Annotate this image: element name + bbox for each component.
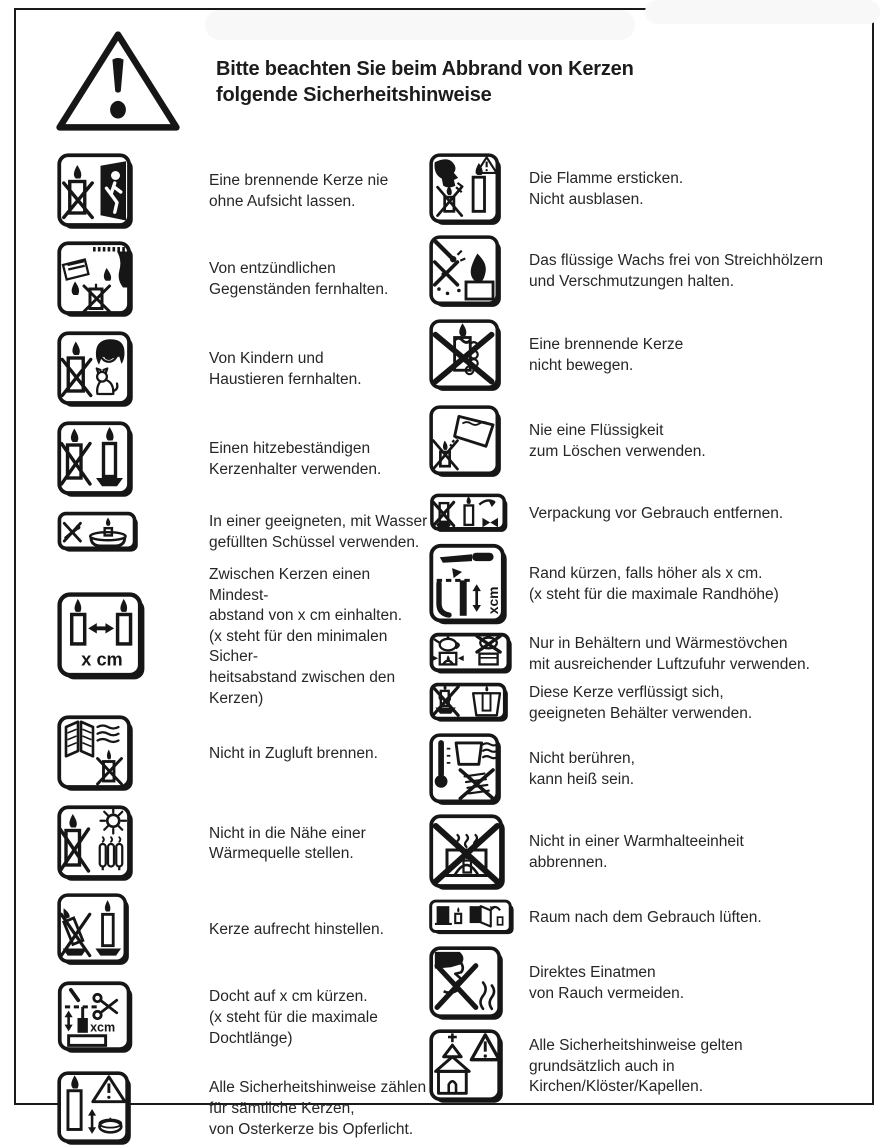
- item-text: [529, 963, 684, 1004]
- heat-resistant-holder-icon: [57, 421, 209, 499]
- text-line: Dochtlänge): [209, 1029, 293, 1047]
- safety-item: [57, 893, 429, 967]
- left-column: [57, 153, 429, 1147]
- rim-height-label: xcm: [485, 586, 502, 615]
- safety-item: [57, 153, 429, 231]
- safety-item: [429, 682, 874, 725]
- safety-item: [57, 715, 429, 793]
- text-line: Eine brennende Kerze nie: [209, 172, 389, 190]
- text-line: Von entzündlichen: [209, 260, 336, 278]
- item-text: [529, 634, 810, 675]
- no-smoke-inhale-icon: [429, 946, 529, 1022]
- text-line: (x steht für die maximale Randhöhe): [529, 586, 779, 603]
- text-line: Wärmequelle stellen.: [209, 845, 354, 863]
- church-use-icon: [429, 1029, 529, 1105]
- item-text: [529, 564, 779, 605]
- right-column: [429, 153, 874, 1147]
- text-line: von Rauch vermeiden.: [529, 985, 685, 1002]
- text-line: zum Löschen verwenden.: [529, 443, 706, 460]
- safety-item: [429, 814, 874, 892]
- safety-item: [429, 153, 874, 227]
- text-line: nicht bewegen.: [529, 357, 634, 374]
- water-bowl-icon: [57, 511, 209, 555]
- text-line: Nicht ausblasen.: [529, 191, 644, 208]
- text-line: grundsätzlich auch in: [529, 1057, 675, 1075]
- text-line: Nicht berühren,: [529, 750, 635, 768]
- trim-rim-icon: [429, 543, 529, 627]
- item-text: [209, 824, 366, 865]
- item-text: [529, 504, 783, 525]
- text-line: Zwischen Kerzen einen Mindest-: [209, 566, 371, 604]
- liquefying-candle-icon: [429, 682, 529, 725]
- item-text: [529, 169, 683, 210]
- safety-item: [429, 733, 874, 807]
- safety-item: [57, 331, 429, 409]
- text-line: mit ausreichender Luftzufuhr verwenden.: [529, 655, 810, 673]
- no-heat-source-icon: [57, 805, 209, 883]
- header: [52, 30, 634, 132]
- item-text: [209, 987, 378, 1049]
- safety-item: [429, 632, 874, 677]
- no-warming-unit-icon: [429, 814, 529, 892]
- text-line: Kirchen/Klöster/Kapellen.: [529, 1078, 704, 1096]
- text-line: Kerze aufrecht hinstellen.: [209, 920, 384, 938]
- children-pets-icon: [57, 331, 209, 409]
- safety-item: [429, 319, 874, 393]
- scan-smudge: [645, 0, 880, 24]
- no-draft-icon: [57, 715, 209, 793]
- text-line: gefüllten Schüssel verwenden.: [209, 534, 420, 551]
- text-line: Nicht in die Nähe einer: [209, 824, 366, 842]
- title-line-1: Bitte beachten Sie beim Abbrand von Kerzen: [216, 58, 634, 80]
- distance-label: x cm: [81, 649, 123, 670]
- safety-item: [429, 1029, 874, 1105]
- item-text: [209, 512, 427, 553]
- all-candle-types-icon: [57, 1071, 209, 1147]
- item-text: [529, 832, 744, 873]
- text-line: abstand von x cm einhalten.: [209, 607, 403, 625]
- dont-move-candle-icon: [429, 319, 529, 393]
- safety-item: [57, 511, 429, 555]
- text-line: von Osterkerze bis Opferlicht.: [209, 1120, 414, 1138]
- safety-item: [429, 493, 874, 535]
- text-line: In einer geeigneten, mit Wasser: [209, 513, 428, 531]
- item-text: [529, 908, 762, 929]
- text-line: und Verschmutzungen halten.: [529, 273, 735, 290]
- text-line: Haustieren fernhalten.: [209, 371, 362, 388]
- safety-item: [429, 946, 874, 1022]
- upright-candle-icon: [57, 893, 209, 967]
- item-text: [209, 171, 388, 212]
- text-line: Diese Kerze verflüssigt sich,: [529, 683, 724, 701]
- text-line: (x steht für die maximale: [209, 1008, 378, 1026]
- text-line: Die Flamme ersticken.: [529, 170, 684, 188]
- item-text: [209, 565, 429, 709]
- safety-item: [429, 235, 874, 309]
- text-line: Eine brennende Kerze: [529, 336, 684, 354]
- item-text: [529, 683, 752, 724]
- safety-item: [429, 405, 874, 479]
- wick-length-label: xcm: [90, 1020, 116, 1035]
- candle-distance-icon: [57, 592, 209, 682]
- safety-item: [57, 981, 429, 1055]
- text-line: Alle Sicherheitshinweise zählen: [209, 1079, 427, 1097]
- smother-flame-icon: [429, 153, 529, 227]
- text-line: Einen hitzebeständigen: [209, 440, 371, 458]
- item-text: [529, 1036, 743, 1098]
- safety-item: [57, 421, 429, 499]
- item-text: [209, 744, 378, 765]
- item-text: [529, 421, 706, 462]
- item-text: [529, 251, 823, 292]
- text-line: Das flüssige Wachs frei von Streichhölzern: [529, 252, 824, 270]
- text-line: Kerzenhalter verwenden.: [209, 461, 382, 478]
- safety-item: [429, 543, 874, 627]
- text-line: Raum nach dem Gebrauch lüften.: [529, 908, 762, 926]
- safety-item: [57, 565, 429, 709]
- trim-wick-icon: [57, 981, 209, 1055]
- page-title: [216, 56, 634, 108]
- hot-dont-touch-icon: [429, 733, 529, 807]
- text-line: (x steht für den minimalen Sicher-: [209, 627, 388, 666]
- text-line: kann heiß sein.: [529, 771, 635, 788]
- text-line: Von Kindern und: [209, 350, 324, 368]
- safety-item: [429, 899, 874, 937]
- text-line: Nicht in einer Warmhalteeinheit: [529, 833, 744, 851]
- title-line-2: folgende Sicherheitshinweise: [216, 84, 492, 106]
- item-text: [529, 749, 635, 790]
- text-line: Nie eine Flüssigkeit: [529, 422, 664, 440]
- ventilate-room-icon: [429, 899, 529, 937]
- text-line: Nicht in Zugluft brennen.: [209, 744, 378, 762]
- item-text: [209, 349, 362, 390]
- warning-triangle-icon: [52, 30, 184, 132]
- item-text: [209, 920, 384, 941]
- text-line: Alle Sicherheitshinweise gelten: [529, 1037, 743, 1055]
- safety-items: [57, 153, 874, 1147]
- text-line: Rand kürzen, falls höher als x cm.: [529, 565, 763, 583]
- text-line: für sämtliche Kerzen,: [209, 1099, 355, 1117]
- item-text: [209, 259, 388, 300]
- safety-item: [57, 241, 429, 319]
- safety-item: [57, 805, 429, 883]
- text-line: Nur in Behältern und Wärmestövchen: [529, 634, 788, 652]
- text-line: Direktes Einatmen: [529, 964, 656, 982]
- text-line: Verpackung vor Gebrauch entfernen.: [529, 504, 784, 522]
- no-liquid-icon: [429, 405, 529, 479]
- flammable-objects-icon: [57, 241, 209, 319]
- item-text: [209, 1078, 426, 1140]
- text-line: geeigneten Behälter verwenden.: [529, 704, 753, 722]
- item-text: [209, 439, 381, 480]
- airflow-warmer-icon: [429, 632, 529, 677]
- text-line: ohne Aufsicht lassen.: [209, 193, 356, 210]
- clean-wax-icon: [429, 235, 529, 309]
- safety-item: [57, 1071, 429, 1147]
- text-line: Docht auf x cm kürzen.: [209, 988, 368, 1006]
- text-line: abbrennen.: [529, 854, 608, 871]
- remove-packaging-icon: [429, 493, 529, 535]
- unattended-candle-icon: [57, 153, 209, 231]
- text-line: Gegenständen fernhalten.: [209, 281, 389, 298]
- text-line: heitsabstand zwischen den Kerzen): [209, 669, 396, 707]
- item-text: [529, 335, 683, 376]
